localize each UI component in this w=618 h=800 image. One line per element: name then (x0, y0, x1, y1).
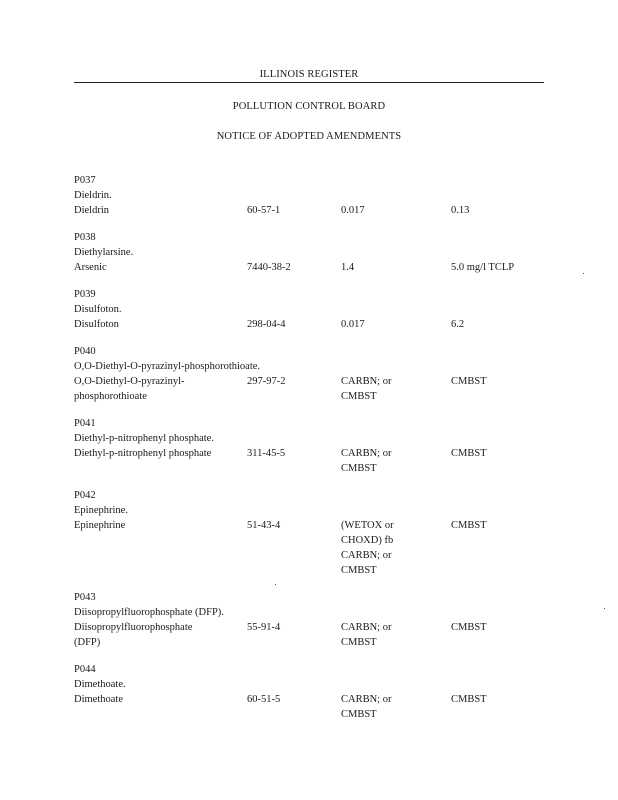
nonwastewater-standard: 0.13 (451, 205, 470, 216)
scan-speck (583, 273, 584, 274)
cas-number-cell (247, 374, 341, 404)
constituent-name-cell (74, 620, 247, 650)
constituent-row (74, 692, 554, 722)
constituent-name-cell (74, 203, 247, 218)
wastewater-standard: CARBN; or (341, 376, 392, 387)
constituent-name-cell (74, 446, 247, 476)
waste-code-list (74, 173, 554, 734)
wastewater-standard: CARBN; or (341, 550, 392, 561)
nonwastewater-standard-cell (451, 620, 551, 650)
nonwastewater-standard-cell (451, 446, 551, 476)
constituent-name: Disulfoton (74, 319, 119, 330)
nonwastewater-standard: CMBST (451, 448, 487, 459)
wastewater-standard: CMBST (341, 391, 377, 402)
constituent-row (74, 620, 554, 650)
constituent-row (74, 518, 554, 578)
constituent-name: Diisopropylfluorophosphate (74, 622, 193, 633)
board-title: POLLUTION CONTROL BOARD (232, 101, 386, 112)
waste-entry (74, 662, 554, 722)
constituent-name-cell (74, 518, 247, 578)
scan-speck (275, 584, 276, 585)
constituent-row (74, 374, 554, 404)
waste-entry (74, 173, 554, 218)
waste-code: P041 (74, 418, 96, 429)
wastewater-standard: (WETOX or (341, 520, 394, 531)
cas-number-cell (247, 203, 341, 218)
wastewater-standard-cell (341, 203, 451, 218)
nonwastewater-standard-cell (451, 692, 551, 722)
cas-number: 51-43-4 (247, 520, 281, 531)
waste-code: P038 (74, 232, 96, 243)
waste-entry (74, 488, 554, 578)
constituent-name-cell (74, 260, 247, 275)
waste-description: Epinephrine. (74, 505, 128, 516)
wastewater-standard: CMBST (341, 709, 377, 720)
wastewater-standard: CMBST (341, 637, 377, 648)
scan-speck (604, 608, 605, 609)
constituent-row (74, 203, 554, 218)
cas-number: 298-04-4 (247, 319, 286, 330)
waste-description: Disulfoton. (74, 304, 122, 315)
waste-entry (74, 344, 554, 404)
notice-title: NOTICE OF ADOPTED AMENDMENTS (216, 131, 402, 142)
wastewater-standard: CARBN; or (341, 694, 392, 705)
cas-number-cell (247, 446, 341, 476)
wastewater-standard-cell (341, 317, 451, 332)
constituent-name: phosphorothioate (74, 391, 147, 402)
cas-number: 55-91-4 (247, 622, 281, 633)
cas-number-cell (247, 518, 341, 578)
nonwastewater-standard-cell (451, 203, 551, 218)
constituent-name-cell (74, 374, 247, 404)
nonwastewater-standard: 6.2 (451, 319, 465, 330)
cas-number: 60-51-5 (247, 694, 281, 705)
cas-number-cell (247, 692, 341, 722)
constituent-name: (DFP) (74, 637, 101, 648)
nonwastewater-standard: 5.0 mg/l TCLP (451, 262, 515, 273)
waste-entry (74, 230, 554, 275)
nonwastewater-standard: CMBST (451, 520, 487, 531)
constituent-name: Dimethoate (74, 694, 123, 705)
wastewater-standard-cell (341, 446, 451, 476)
register-title: ILLINOIS REGISTER (259, 69, 359, 80)
wastewater-standard: CARBN; or (341, 622, 392, 633)
waste-code: P042 (74, 490, 96, 501)
constituent-name: O,O-Diethyl-O-pyrazinyl- (74, 376, 185, 387)
constituent-row (74, 260, 554, 275)
wastewater-standard: CHOXD) fb (341, 535, 394, 546)
waste-code: P040 (74, 346, 96, 357)
wastewater-standard-cell (341, 518, 451, 578)
waste-description: Diethyl-p-nitrophenyl phosphate. (74, 433, 214, 444)
waste-description: Dieldrin. (74, 190, 112, 201)
cas-number-cell (247, 317, 341, 332)
waste-description: O,O-Diethyl-O-pyrazinyl-phosphorothioate. (74, 361, 261, 372)
constituent-row (74, 317, 554, 332)
nonwastewater-standard-cell (451, 518, 551, 578)
waste-entry (74, 416, 554, 476)
waste-entry (74, 590, 554, 650)
wastewater-standard-cell (341, 374, 451, 404)
wastewater-standard: 1.4 (341, 262, 355, 273)
nonwastewater-standard: CMBST (451, 694, 487, 705)
header-rule (74, 82, 544, 83)
nonwastewater-standard: CMBST (451, 376, 487, 387)
wastewater-standard: CMBST (341, 565, 377, 576)
cas-number-cell (247, 260, 341, 275)
wastewater-standard-cell (341, 260, 451, 275)
wastewater-standard: CARBN; or (341, 448, 392, 459)
nonwastewater-standard-cell (451, 260, 551, 275)
nonwastewater-standard-cell (451, 317, 551, 332)
cas-number-cell (247, 620, 341, 650)
waste-code: P043 (74, 592, 96, 603)
wastewater-standard-cell (341, 620, 451, 650)
wastewater-standard: 0.017 (341, 319, 365, 330)
wastewater-standard: CMBST (341, 463, 377, 474)
constituent-name: Epinephrine (74, 520, 126, 531)
wastewater-standard: 0.017 (341, 205, 365, 216)
wastewater-standard-cell (341, 692, 451, 722)
waste-code: P037 (74, 175, 96, 186)
constituent-name-cell (74, 692, 247, 722)
cas-number: 297-97-2 (247, 376, 286, 387)
constituent-name: Diethyl-p-nitrophenyl phosphate (74, 448, 212, 459)
waste-description: Dimethoate. (74, 679, 126, 690)
nonwastewater-standard-cell (451, 374, 551, 404)
constituent-name: Arsenic (74, 262, 107, 273)
waste-code: P039 (74, 289, 96, 300)
constituent-row (74, 446, 554, 476)
waste-description: Diisopropylfluorophosphate (DFP). (74, 607, 224, 618)
constituent-name-cell (74, 317, 247, 332)
cas-number: 60-57-1 (247, 205, 281, 216)
waste-entry (74, 287, 554, 332)
constituent-name: Dieldrin (74, 205, 109, 216)
cas-number: 311-45-5 (247, 448, 286, 459)
nonwastewater-standard: CMBST (451, 622, 487, 633)
waste-code: P044 (74, 664, 96, 675)
cas-number: 7440-38-2 (247, 262, 291, 273)
waste-description: Diethylarsine. (74, 247, 134, 258)
